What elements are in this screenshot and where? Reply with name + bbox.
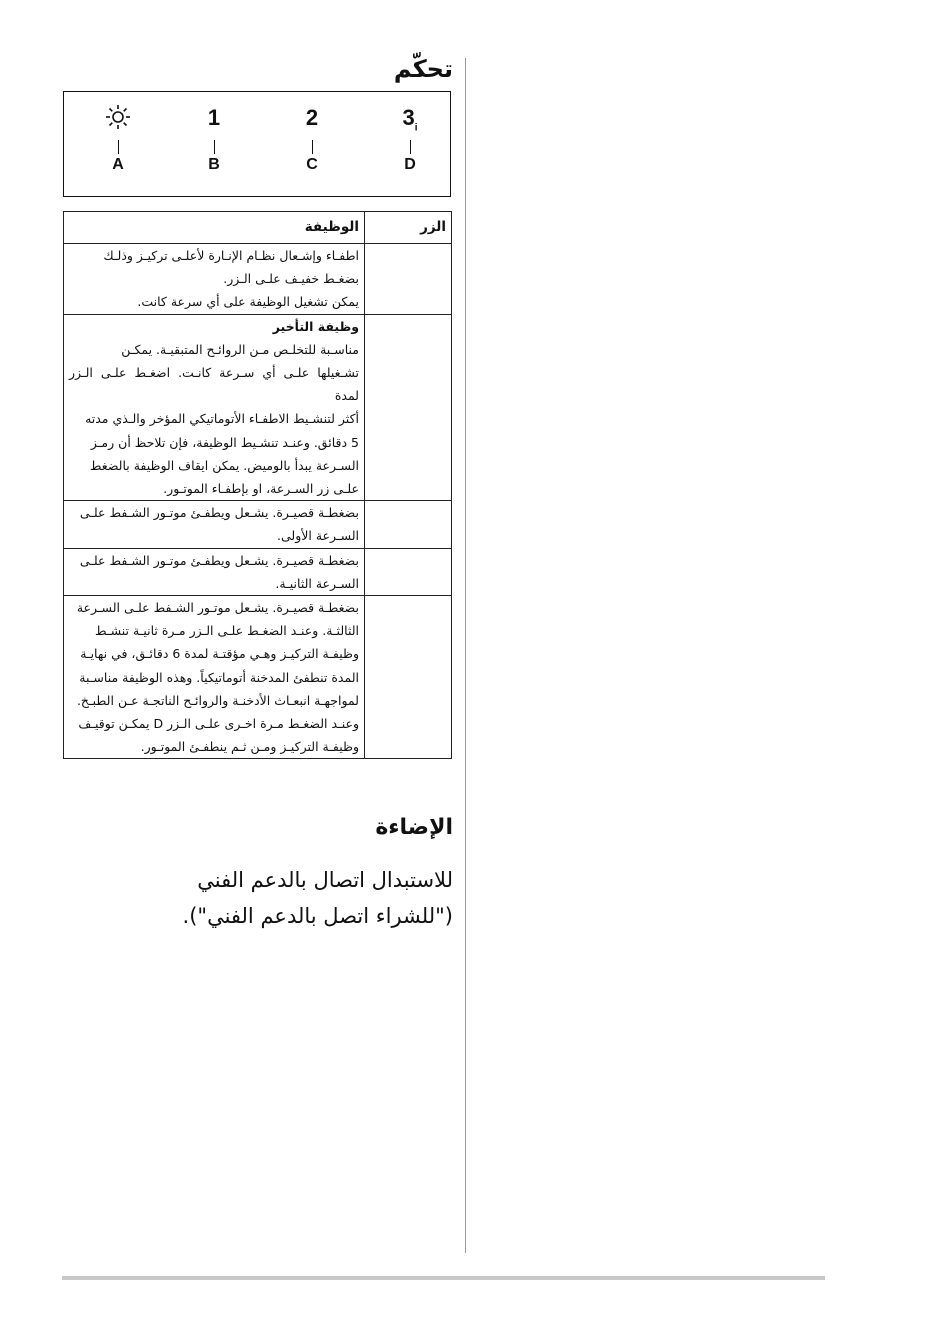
panel-label-c: C: [306, 156, 318, 173]
panel-button-b: [184, 104, 244, 174]
table-row: [64, 596, 452, 759]
lighting-text: [113, 862, 453, 934]
bottom-rule: [62, 1276, 825, 1280]
table-row: [64, 314, 452, 501]
row-button-cell: [365, 548, 452, 595]
row-button-cell: [365, 596, 452, 759]
row-button-cell: [365, 314, 452, 501]
function-table: [63, 211, 452, 759]
section-title-lighting: الإضاءة: [375, 815, 453, 840]
lighting-line-2: ("للشراء اتصل بالدعم الفني").: [182, 904, 453, 928]
panel-button-c: [282, 104, 342, 174]
row-description: اطفـاء وإشـعال نظـام الإنـارة لأعلـى تركيـز وذلـك بضغـط خفيـف علـى الـزر. يمكن تشغيل الوظيفة على أي سرعة كانت.: [64, 244, 365, 315]
row-description: وظيفة التأخير مناسـبة للتخلـص مـن الروائـح المتبقيـة. يمكـن تشـغيلها علـى أي سـرعة كانـت. اضغـط علـى الـزر لمدة أكثر لتنشـيط الاطفـاء الأتوماتيكي المؤخر والـذي مدته 5 دقائق. وعنـد تنشـيط الوظيفة، فإن تلاحظ أن رمـز السـرعة يبدأ بالوميض. يمكن ايقاف الوظيفة بالضغط علـى زر السـرعة، او بإطفـاء الموتـور.: [64, 314, 365, 501]
row-button-cell: [365, 501, 452, 548]
row-button-cell: [365, 244, 452, 315]
delay-function-title: وظيفة التأخير: [272, 318, 359, 334]
lighting-line-1: للاستبدال اتصال بالدعم الفني: [197, 868, 453, 892]
speed-2-symbol: 2: [305, 105, 319, 130]
column-divider: [465, 58, 466, 1253]
header-function: الوظيفة: [64, 212, 365, 244]
panel-button-a: [88, 104, 148, 174]
row-description: بضغطـة قصيـرة. يشـعل موتـور الشـفط علـى السـرعة الثالثـة. وعنـد الضغـط علـى الـزر مـرة ثانيـة تنشـط وظيفـة التركيـز وهـي مؤقتـة لمدة 6 دقائـق، في نهايـة المدة تنطفئ المدخنة أتوماتيكياً. وهذه الوظيفة مناسـبة لمواجهـة انبعـاث الأدخنـة والروائـح الناتجـة عـن الطبـخ. وعنـد الضغـط مـرة اخـرى علـى الـزر D يمكـن توقيـف وظيفـة التركيـز ومـن ثـم ينطفـئ الموتـور.: [64, 596, 365, 759]
speed-1-symbol: 1: [207, 105, 221, 130]
table-row: [64, 501, 452, 548]
panel-button-d: [380, 104, 440, 174]
row-description: بضغطـة قصيـرة. يشـعل ويطفـئ موتـور الشـفط علـى السـرعة الأولى.: [64, 501, 365, 548]
section-title-control: تحكّم: [393, 55, 453, 83]
speed-3-symbol: $3_i$: [402, 105, 418, 134]
control-panel-diagram: [63, 91, 451, 197]
table-row: [64, 548, 452, 595]
panel-label-b: B: [208, 156, 220, 173]
header-button: الزر: [365, 212, 452, 244]
table-row: [64, 244, 452, 315]
panel-label-a: A: [112, 156, 124, 173]
panel-label-d: D: [404, 156, 416, 173]
light-sun-icon: [105, 104, 131, 130]
row-description: بضغطـة قصيـرة. يشـعل ويطفـئ موتـور الشـفط علـى السـرعة الثانيـة.: [64, 548, 365, 595]
